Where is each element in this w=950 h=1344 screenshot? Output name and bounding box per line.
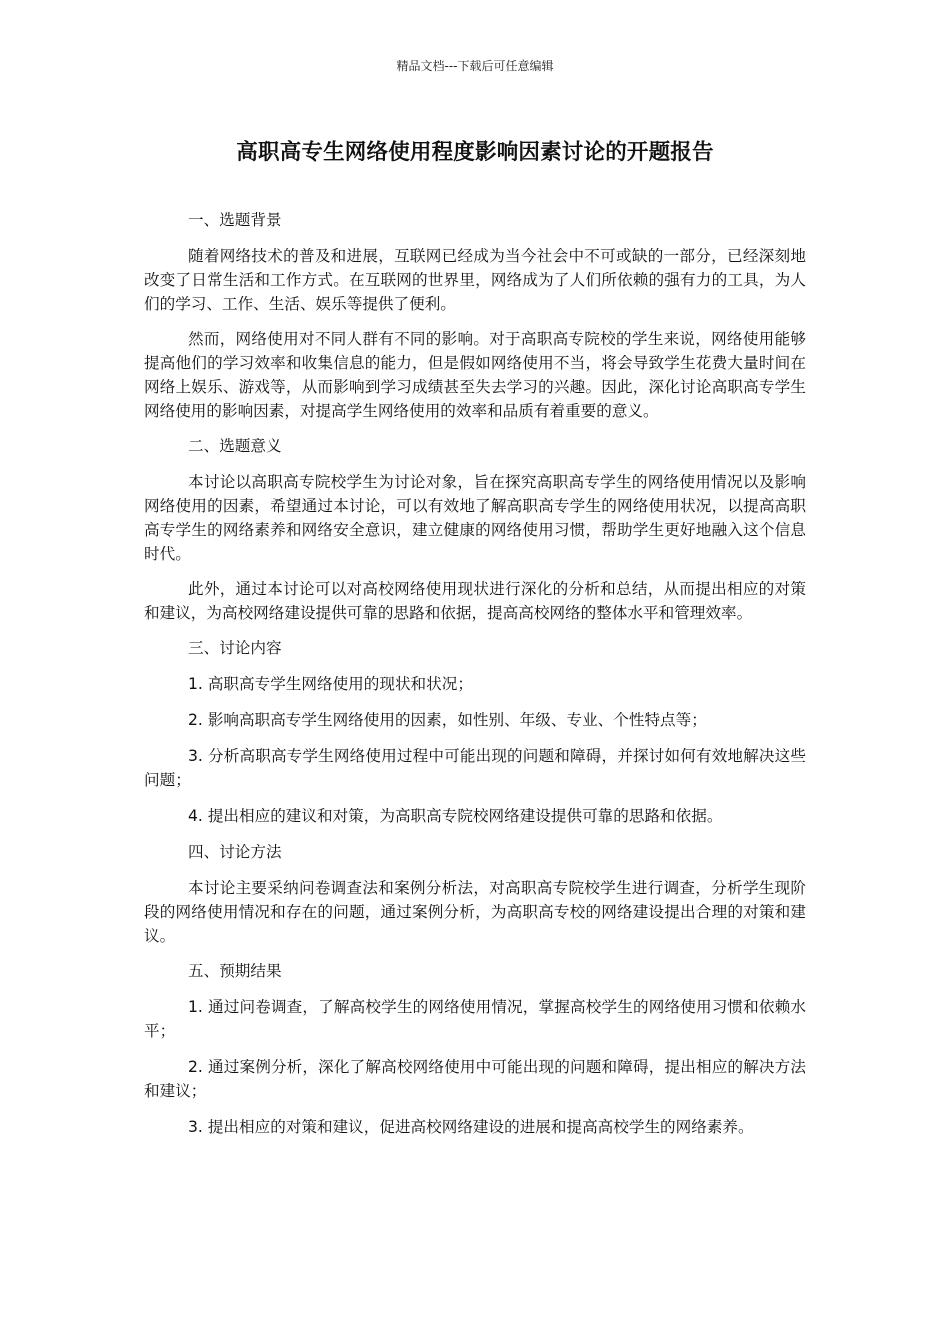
section-heading-background: 一、选题背景 — [188, 211, 282, 229]
background-paragraph-2: 然而，网络使用对不同人群有不同的影响。对于高职高专院校的学生来说，网络使用能够提高他们的学习效率和收集信息的能力，但是假如网络使用不当，将会导致学生花费大量时间在网络上娱乐、游戏等，从而影响到学习成绩甚至失去学习的兴趣。因此，深化讨论高职高专学生网络使用的影响因素，对提高学生网络使用的效率和品质有着重要的意义。 — [144, 330, 806, 420]
content-list-item-2: 2. 影响高职高专学生网络使用的因素，如性别、年级、专业、个性特点等； — [188, 711, 707, 729]
significance-paragraph-1: 本讨论以高职高专院校学生为讨论对象，旨在探究高职高专学生的网络使用情况以及影响网络使用的因素，希望通过本讨论，可以有效地了解高职高专学生的网络使用状况，以提高高职高专学生的网络素养和网络安全意识，建立健康的网络使用习惯，帮助学生更好地融入这个信息时代。 — [144, 473, 806, 563]
background-paragraph-1: 随着网络技术的普及和进展，互联网已经成为当今社会中不可或缺的一部分，已经深刻地改变了日常生活和工作方式。在互联网的世界里，网络成为了人们所依赖的强有力的工具，为人们的学习、工作、生活、娱乐等提供了便利。 — [144, 247, 806, 313]
content-list-item-1: 1. 高职高专学生网络使用的现状和状况； — [188, 675, 473, 693]
results-list-item-2: 2. 通过案例分析，深化了解高校网络使用中可能出现的问题和障碍，提出相应的解决方法和建议； — [144, 1058, 806, 1100]
document-body — [144, 208, 806, 1151]
section-heading-method: 四、讨论方法 — [188, 843, 282, 861]
page-header-note: 精品文档---下载后可任意编辑 — [396, 59, 554, 73]
section-heading-results: 五、预期结果 — [188, 962, 282, 980]
content-list-item-4: 4. 提出相应的建议和对策，为高职高专院校网络建设提供可靠的思路和依据。 — [188, 807, 723, 825]
content-list-item-3: 3. 分析高职高专学生网络使用过程中可能出现的问题和障碍，并探讨如何有效地解决这些问题； — [144, 747, 806, 789]
results-list-item-1: 1. 通过问卷调查，了解高校学生的网络使用情况，掌握高校学生的网络使用习惯和依赖水平； — [144, 998, 806, 1040]
document-title: 高职高专生网络使用程度影响因素讨论的开题报告 — [236, 140, 714, 165]
section-heading-significance: 二、选题意义 — [188, 437, 282, 455]
method-paragraph-1: 本讨论主要采纳问卷调查法和案例分析法，对高职高专院校学生进行调查，分析学生现阶段的网络使用情况和存在的问题，通过案例分析，为高职高专校的网络建设提出合理的对策和建议。 — [144, 879, 806, 945]
significance-paragraph-2: 此外，通过本讨论可以对高校网络使用现状进行深化的分析和总结，从而提出相应的对策和建议，为高校网络建设提供可靠的思路和依据，提高高校网络的整体水平和管理效率。 — [144, 580, 806, 622]
section-heading-content: 三、讨论内容 — [188, 639, 282, 657]
results-list-item-3: 3. 提出相应的对策和建议，促进高校网络建设的进展和提高高校学生的网络素养。 — [188, 1118, 754, 1136]
